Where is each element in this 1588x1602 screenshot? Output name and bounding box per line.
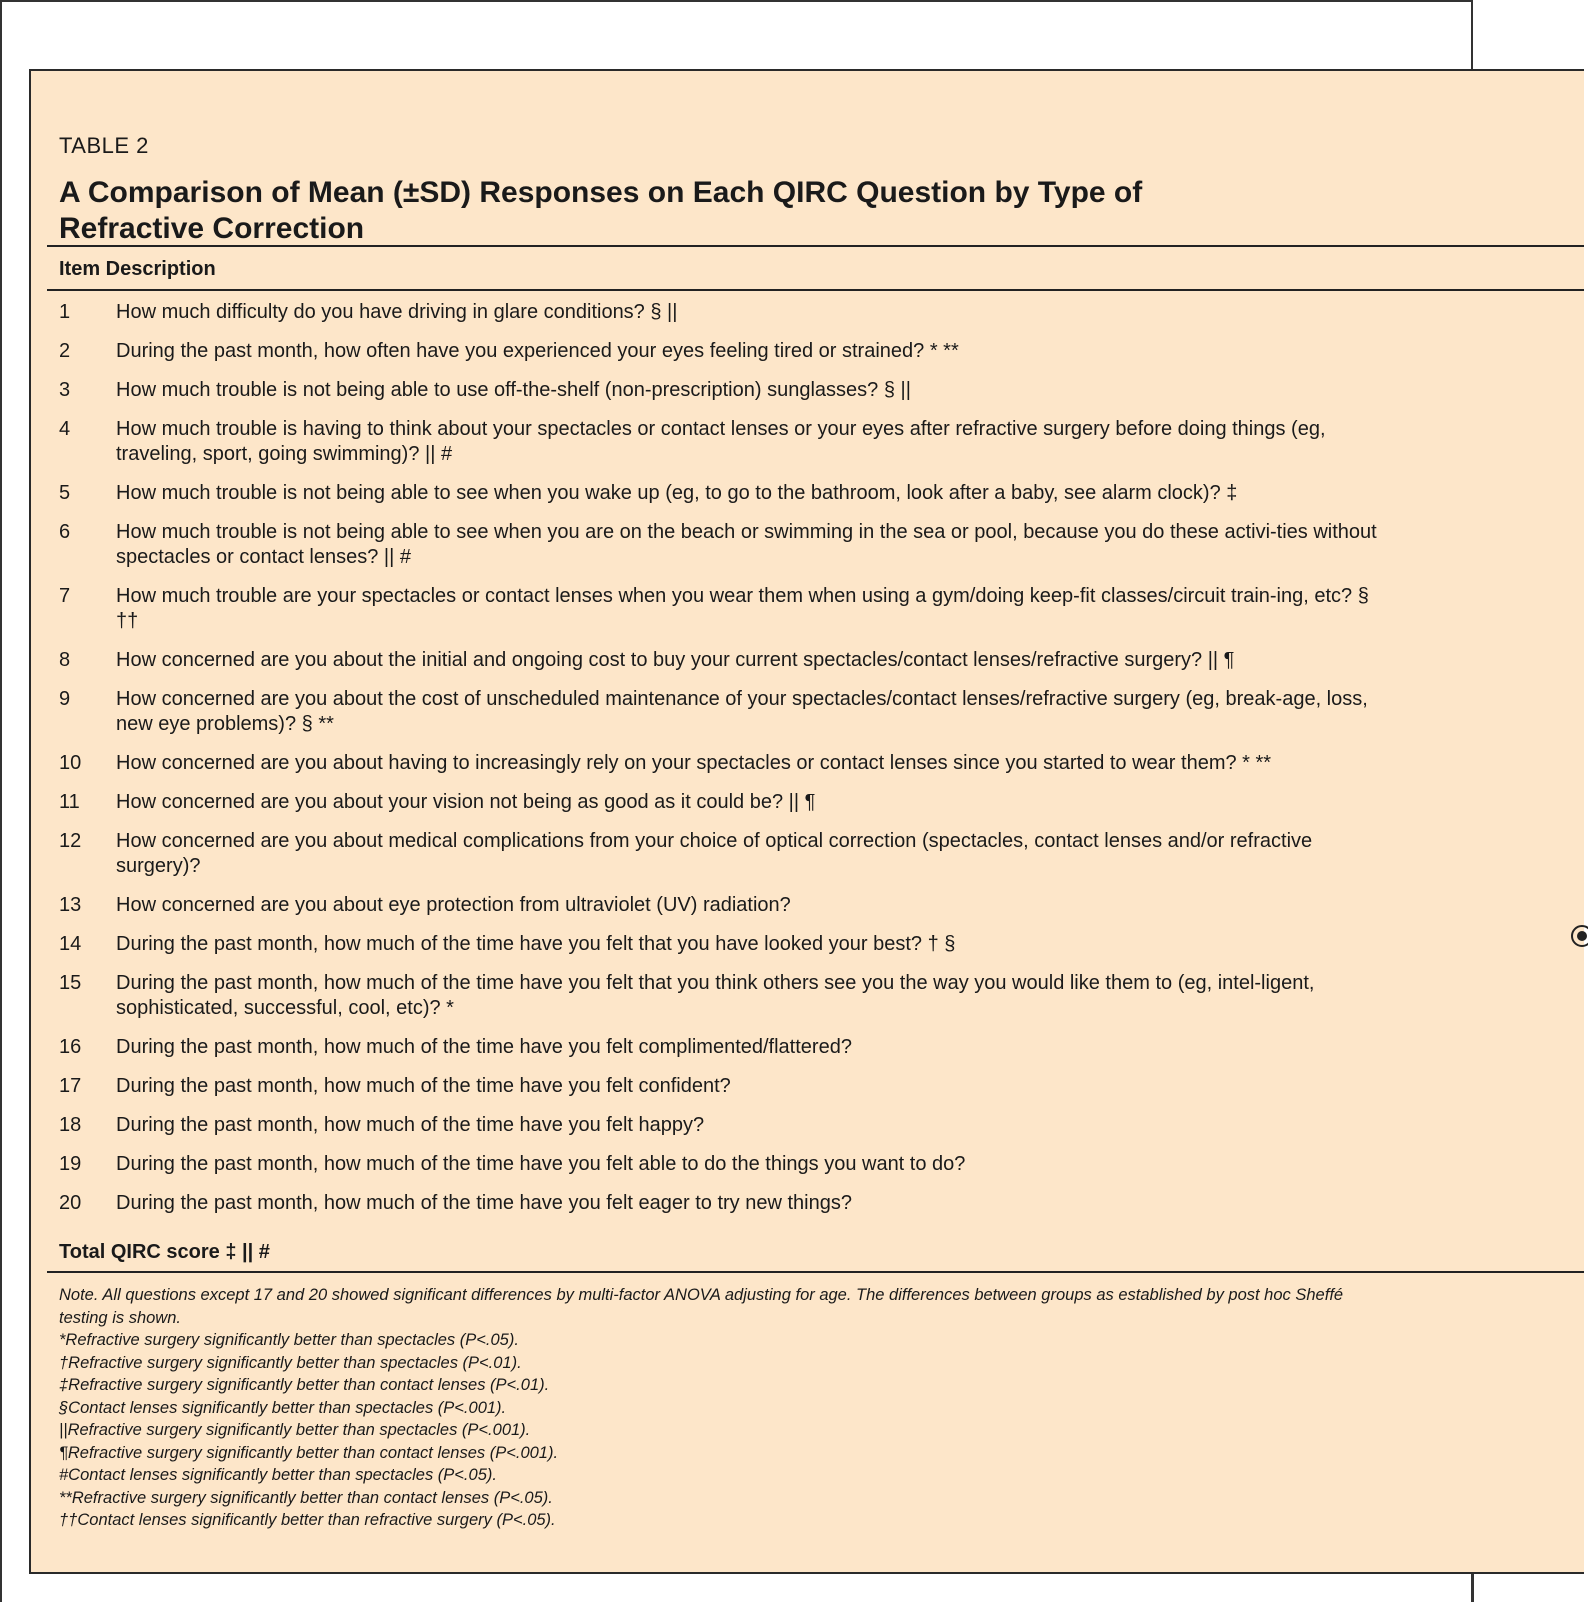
item-description: How much trouble is not being able to see when you are on the beach or swimming in the sea or pool, because you do these activi-ties without spectacles or contact lenses? || #	[116, 521, 1377, 568]
item-description: How much trouble is not being able to use off-the-shelf (non-prescription) sunglasses? § ||	[116, 379, 911, 401]
item-description: During the past month, how much of the time have you felt happy?	[116, 1114, 705, 1136]
total-score-row: Total QIRC score ‡ || #	[59, 1241, 270, 1263]
table-row	[59, 1113, 1386, 1138]
table-row	[59, 1152, 1386, 1177]
item-description: How concerned are you about the cost of unscheduled maintenance of your spectacles/contact lenses/refractive surgery (eg, break-age, loss, new eye problems)? § **	[116, 688, 1368, 735]
item-number: 10	[59, 752, 82, 774]
item-number: 14	[59, 933, 82, 955]
item-description: During the past month, how often have you experienced your eyes feeling tired or strained? * **	[116, 340, 959, 362]
table-row	[59, 971, 1386, 1021]
item-number: 17	[59, 1075, 82, 1097]
item-description: During the past month, how much of the time have you felt confident?	[116, 1075, 731, 1097]
table-row	[59, 520, 1386, 570]
table-row	[59, 751, 1386, 776]
item-description: How much trouble is having to think about your spectacles or contact lenses or your eyes after refractive surgery before doing things (eg, traveling, sport, going swimming)? || #	[116, 418, 1326, 465]
registration-mark-icon	[1571, 925, 1588, 947]
item-number: 9	[59, 688, 71, 710]
item-number: 5	[59, 482, 71, 504]
item-description: How concerned are you about your vision not being as good as it could be? || ¶	[116, 791, 816, 813]
item-number: 16	[59, 1036, 82, 1058]
footnote: ‡Refractive surgery significantly better than contact lenses (P<.01).	[59, 1376, 550, 1394]
item-number: 6	[59, 521, 71, 543]
table-row	[59, 378, 1386, 403]
item-description: During the past month, how much of the time have you felt that you have looked your best? † §	[116, 933, 956, 955]
table-row	[59, 932, 1386, 957]
item-description: How much trouble is not being able to see when you wake up (eg, to go to the bathroom, look after a baby, see alarm clock)? ‡	[116, 482, 1238, 504]
table-panel	[29, 69, 1584, 1574]
item-description: During the past month, how much of the time have you felt complimented/flattered?	[116, 1036, 852, 1058]
item-description: How much trouble are your spectacles or contact lenses when you wear them when using a gym/doing keep-fit classes/circuit train-ing, etc? § ††	[116, 585, 1369, 632]
footnote: ¶Refractive surgery significantly better than contact lenses (P<.001).	[59, 1443, 559, 1462]
footnote: †Refractive surgery significantly better than spectacles (P<.01).	[59, 1353, 522, 1372]
table-row	[59, 339, 1386, 364]
item-description: During the past month, how much of the time have you felt eager to try new things?	[116, 1192, 852, 1214]
item-description: How concerned are you about the initial and ongoing cost to buy your current spectacles/contact lenses/refractive surgery? || ¶	[116, 649, 1235, 671]
item-number: 19	[59, 1153, 82, 1175]
item-description: How much difficulty do you have driving in glare conditions? § ||	[116, 301, 678, 323]
table-label: TABLE 2	[59, 133, 149, 158]
table-row	[59, 481, 1386, 506]
item-number: 1	[59, 301, 71, 323]
item-description: How concerned are you about medical complications from your choice of optical correction (spectacles, contact lenses and/or refractive surgery)?	[116, 830, 1313, 877]
footnote: ††Contact lenses significantly better than refractive surgery (P<.05).	[59, 1511, 556, 1529]
item-number: 3	[59, 379, 71, 401]
table-row	[59, 648, 1386, 673]
table-row	[59, 829, 1386, 879]
item-number: 13	[59, 894, 82, 916]
footnote: ||Refractive surgery significantly better than spectacles (P<.001).	[59, 1421, 531, 1439]
item-number: 4	[59, 418, 71, 440]
item-description: During the past month, how much of the time have you felt that you think others see you the way you would like them to (eg, intel-ligent, sophisticated, successful, cool, etc)? *	[116, 972, 1315, 1019]
item-description: How concerned are you about eye protection from ultraviolet (UV) radiation?	[116, 894, 791, 916]
table-notes	[59, 1284, 1379, 1532]
table-row	[59, 1191, 1386, 1216]
footnote: *Refractive surgery significantly better than spectacles (P<.05).	[59, 1331, 519, 1349]
item-number: 18	[59, 1114, 82, 1136]
item-number: 11	[59, 791, 80, 813]
footnote: §Contact lenses significantly better than spectacles (P<.001).	[59, 1398, 507, 1417]
note-intro: Note. All questions except 17 and 20 showed significant differences by multi-factor ANOVA adjusting for age. The differences between groups as established by post hoc Sheffé testing is shown.	[59, 1286, 1344, 1327]
table-title: A Comparison of Mean (±SD) Responses on Each QIRC Question by Type of Refractive Correction	[59, 176, 1143, 245]
item-number: 8	[59, 649, 71, 671]
item-number: 20	[59, 1192, 82, 1214]
footnote: **Refractive surgery significantly better than contact lenses (P<.05).	[59, 1488, 553, 1507]
crop-mark	[1472, 1574, 1474, 1602]
table-row	[59, 687, 1386, 737]
total-rule	[47, 1271, 1584, 1273]
item-number: 2	[59, 340, 71, 362]
table-row	[59, 417, 1386, 467]
column-header: Item Description	[59, 258, 216, 280]
item-number: 7	[59, 585, 71, 607]
table-row	[59, 1074, 1386, 1099]
table-row	[59, 790, 1386, 815]
item-number: 12	[59, 830, 82, 852]
table-row	[59, 584, 1386, 634]
table-row	[59, 893, 1386, 918]
item-description: How concerned are you about having to increasingly rely on your spectacles or contact lenses since you started to wear them? * **	[116, 752, 1272, 774]
item-number: 15	[59, 972, 82, 994]
title-rule	[47, 245, 1584, 247]
footnote: #Contact lenses significantly better than spectacles (P<.05).	[59, 1466, 497, 1484]
item-description: During the past month, how much of the time have you felt able to do the things you want to do?	[116, 1153, 966, 1175]
header-rule	[47, 289, 1584, 291]
table-row	[59, 1035, 1386, 1060]
table-row	[59, 300, 1386, 325]
